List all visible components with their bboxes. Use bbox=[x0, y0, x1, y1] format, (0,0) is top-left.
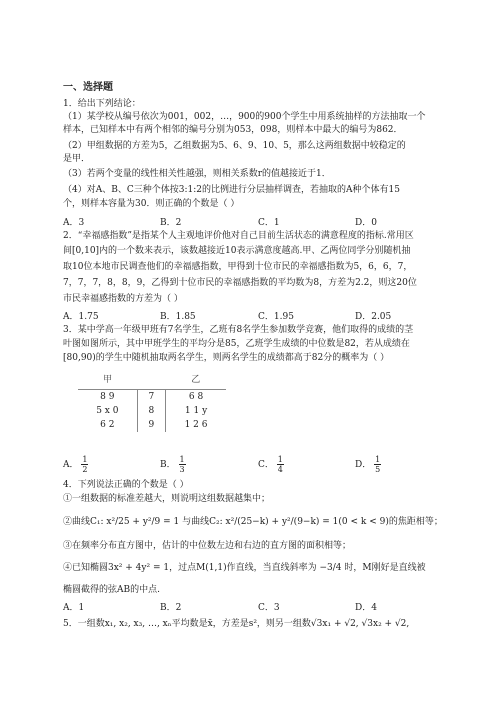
stem-leaf-head-left: 甲 bbox=[78, 370, 137, 390]
q3-option-label: B． bbox=[160, 460, 176, 470]
denominator: 5 bbox=[375, 465, 381, 474]
q4-line-5: ④已知椭圆3x² + 4y² = 1，过点M(1,1)作直线，当直线斜率为 −3/4 时，M刚好是直线被 bbox=[63, 563, 426, 573]
stem-leaf-right: 1 2 6 bbox=[184, 420, 208, 430]
q4-option-b: B．2 bbox=[160, 603, 182, 613]
q1-line-3: （2）甲组数据的方差为5，乙组数据为5、6、9、10、5，那么这两组数据中较稳定的 bbox=[63, 141, 406, 151]
q1-option-d: D．0 bbox=[355, 218, 377, 228]
q4-option-a: A．1 bbox=[63, 603, 85, 613]
q4-line-4: ③在频率分布直方图中，估计的中位数左边和右边的直方图的面积相等； bbox=[63, 541, 352, 551]
q2-option-a: A．1.75 bbox=[63, 312, 99, 322]
stem-leaf-row bbox=[78, 404, 226, 418]
q1-line-7: 个，则样本容量为30．则正确的个数是（ ） bbox=[63, 199, 240, 209]
q4-line-2: ①一组数据的标准差越大，则说明这组数据越集中； bbox=[63, 494, 271, 504]
q2-line-3: 取10位本地市民调查他们的幸福感指数，甲得到十位市民的幸福感指数为5，6，6，7， bbox=[63, 262, 413, 272]
numerator: 1 bbox=[277, 455, 283, 464]
q3-line-3: [80,90)的学生中随机抽取两名学生，则两名学生的成绩都高于82分的概率为（ ） bbox=[63, 353, 390, 363]
denominator: 4 bbox=[277, 465, 283, 474]
q4-line-1: 4．下列说法正确的个数是（ ） bbox=[63, 480, 189, 490]
stem-leaf-head-mid bbox=[137, 370, 165, 390]
q1-line-2: 样本，已知样本中有两个相邻的编号分别为053，098，则样本中最大的编号为862． bbox=[63, 125, 403, 135]
q4-option-c: C．3 bbox=[258, 603, 280, 613]
stem-leaf-right: 6 8 bbox=[188, 392, 204, 402]
stem-leaf-stem: 7 bbox=[137, 390, 165, 405]
denominator: 2 bbox=[82, 465, 88, 474]
q2-option-b: B．1.85 bbox=[160, 312, 196, 322]
q5-line-1: 5．一组数x₁, x₂, x₃, …, xₙ平均数是x̄，方差是s²，则另一组数√3x₁ + √2, √3x₂ + √2, bbox=[63, 619, 410, 629]
q1-stem: 1．给出下列结论： bbox=[63, 99, 141, 109]
fraction bbox=[374, 455, 381, 474]
q2-option-d: D．2.05 bbox=[355, 312, 392, 322]
q1-line-4: 是甲． bbox=[63, 154, 91, 164]
q3-option-d bbox=[355, 455, 381, 474]
q3-option-label: C． bbox=[258, 460, 274, 470]
q4-line-3: ②曲线C₁: x²/25 + y²/9 = 1 与曲线C₂: x²/(25−k) + y²/(9−k) = 1(0 < k < 9)的焦距相等； bbox=[63, 517, 443, 527]
q3-option-label: D． bbox=[355, 460, 372, 470]
stem-leaf-right: 1 1 y bbox=[184, 406, 208, 416]
q4-line-6: 椭圆截得的弦AB的中点. bbox=[63, 585, 160, 595]
q1-option-a: A．3 bbox=[63, 218, 85, 228]
stem-leaf-left: 5 x 0 bbox=[96, 406, 119, 416]
numerator: 1 bbox=[82, 455, 88, 464]
q3-line-2: 叶图如图所示，其中甲班学生的平均分是85，乙班学生成绩的中位数是82，若从成绩在 bbox=[63, 339, 410, 349]
section-heading: 一、选择题 bbox=[63, 82, 113, 93]
q1-line-5: （3）若两个变量的线性相关性越强，则相关系数r的值越接近于1． bbox=[63, 169, 331, 179]
stem-leaf-row bbox=[78, 418, 226, 432]
q3-option-a bbox=[63, 455, 88, 474]
numerator: 1 bbox=[375, 455, 381, 464]
stem-leaf-row bbox=[78, 390, 226, 405]
stem-leaf-stem: 8 bbox=[137, 404, 165, 418]
q3-line-1: 3．某中学高一年级甲班有7名学生，乙班有8名学生参加数学竞赛，他们取得的成绩的茎 bbox=[63, 325, 414, 335]
q2-line-5: 市民幸福感指数的方差为（ ） bbox=[63, 294, 183, 304]
stem-leaf-left: 8 9 bbox=[100, 392, 115, 402]
q1-option-c: C．1 bbox=[258, 218, 280, 228]
q4-option-d: D．4 bbox=[355, 603, 377, 613]
stem-leaf-plot bbox=[78, 370, 226, 462]
stem-leaf-left: 6 2 bbox=[100, 420, 115, 430]
q1-line-1: （1）某学校从编号依次为001，002，…，900的900个学生中用系统抽样的方法抽取一个 bbox=[63, 112, 426, 122]
q1-option-b: B．2 bbox=[160, 218, 182, 228]
q2-line-2: 间[0,10]内的一个数来表示，该数越接近10表示满意度越高.甲、乙两位同学分别随机抽 bbox=[63, 246, 411, 256]
q2-line-4: 7，7，7，8，8，9，乙得到十位市民的幸福感指数的平均数为8，方差为2.2，则这20位 bbox=[63, 278, 417, 288]
stem-leaf-header bbox=[78, 370, 226, 390]
stem-leaf-head-right: 乙 bbox=[166, 370, 226, 390]
q1-line-6: （4）对A、B、C三种个体按3:1:2的比例进行分层抽样调查，若抽取的A种个体有15 bbox=[63, 185, 400, 195]
fraction bbox=[81, 455, 88, 474]
stem-leaf-stem: 9 bbox=[137, 418, 165, 432]
q3-option-b bbox=[160, 455, 186, 474]
q3-option-label: A． bbox=[63, 460, 79, 470]
q2-line-1: 2．“幸福感指数”是指某个人主观地评价他对自己目前生活状态的满意程度的指标.常用区 bbox=[63, 231, 414, 241]
denominator: 3 bbox=[179, 465, 185, 474]
fraction bbox=[179, 455, 186, 474]
numerator: 1 bbox=[179, 455, 185, 464]
q2-option-c: C．1.95 bbox=[258, 312, 294, 322]
q3-option-c bbox=[258, 455, 284, 474]
fraction bbox=[277, 455, 284, 474]
